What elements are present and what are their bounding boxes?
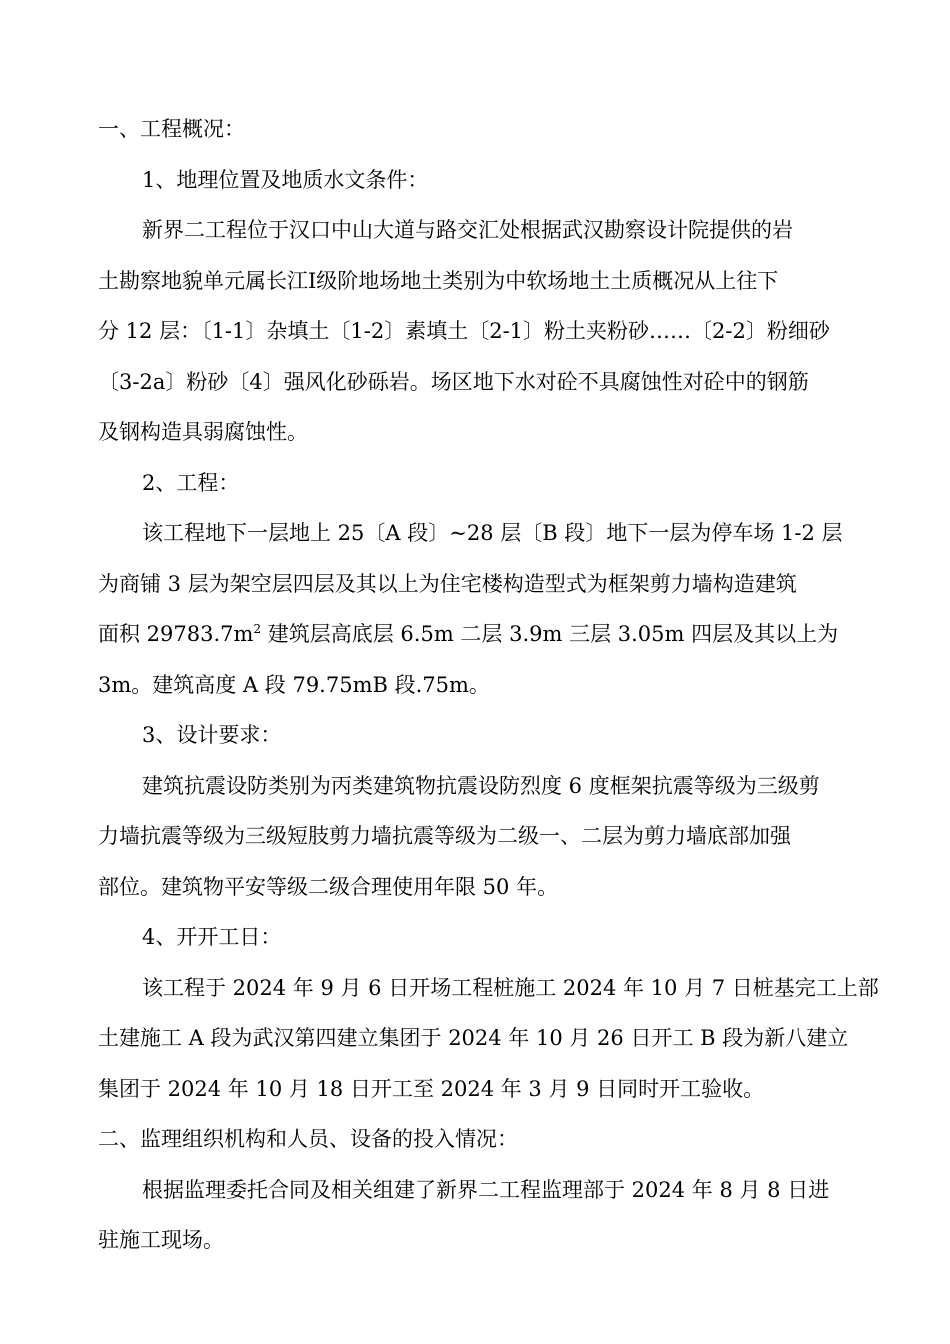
paragraph-line: 新界二工程位于汉口中山大道与路交汇处根据武汉勘察设计院提供的岩 — [142, 218, 793, 242]
paragraph-line: 及钢构造具弱腐蚀性。 — [98, 420, 308, 444]
paragraph-line: 部位。建筑物平安等级二级合理使用年限 50 年。 — [98, 874, 559, 899]
paragraph-line: 驻施工现场。 — [98, 1228, 224, 1252]
paragraph-line: 该工程地下一层地上 25〔A 段〕~28 层〔B 段〕地下一层为停车场 1-2 层 — [142, 521, 843, 545]
paragraph-line: 集团于 2024 年 10 月 18 日开工至 2024 年 3 月 9 日同时开工验收。 — [98, 1076, 765, 1101]
document-page — [98, 104, 879, 1266]
section-2-heading: 二、监理组织机构和人员、设备的投入情况： — [98, 1127, 518, 1151]
paragraph-line: 土建施工 A 段为武汉第四建立集团于 2024 年 10 月 26 日开工 B 段为新八建立 — [98, 1026, 849, 1050]
paragraph-line: 根据监理委托合同及相关组建了新界二工程监理部于 2024 年 8 月 8 日进 — [142, 1177, 830, 1202]
area-text-rest: 建筑层高底层 6.5m 二层 3.9m 三层 3.05m 四层及其以上为 — [261, 622, 839, 646]
paragraph-line: 〔3-2a〕粉砂〔4〕强风化砂砾岩。场区地下水对砼不具腐蚀性对砼中的钢筋 — [98, 369, 809, 394]
subsection-1-1-heading: 1、地理位置及地质水文条件： — [142, 167, 429, 192]
paragraph-line: 为商铺 3 层为架空层四层及其以上为住宅楼构造型式为框架剪力墙构造建筑 — [98, 571, 797, 596]
paragraph-line: 土勘察地貌单元属长江Ⅰ级阶地场地土类别为中软场地土土质概况从上往下 — [98, 268, 779, 293]
subsection-1-4-heading: 4、开开工日： — [142, 925, 282, 949]
paragraph-line: 建筑抗震设防类别为丙类建筑物抗震设防烈度 6 度框架抗震等级为三级剪 — [142, 773, 820, 798]
paragraph-line: 3m。建筑高度 A 段 79.75mB 段.75m。 — [98, 672, 490, 697]
paragraph-line: 力墙抗震等级为三级短肢剪力墙抗震等级为二级一、二层为剪力墙底部加强 — [98, 824, 791, 848]
section-1-heading: 一、工程概况： — [98, 117, 245, 141]
subsection-1-2-heading: 2、工程： — [142, 470, 240, 495]
paragraph-line: 该工程于 2024 年 9 月 6 日开场工程桩施工 2024 年 10 月 7 日桩基完工上部 — [142, 975, 879, 1000]
superscript-2: 2 — [253, 622, 262, 636]
area-text: 面积 29783.7m — [98, 622, 254, 646]
paragraph-line: 分 12 层：〔1-1〕杂填土〔1-2〕素填土〔2-1〕粉土夹粉砂……〔2-2〕粉细砂 — [98, 319, 830, 343]
paragraph-line-area — [98, 609, 858, 660]
subsection-1-3-heading: 3、设计要求： — [142, 723, 282, 747]
